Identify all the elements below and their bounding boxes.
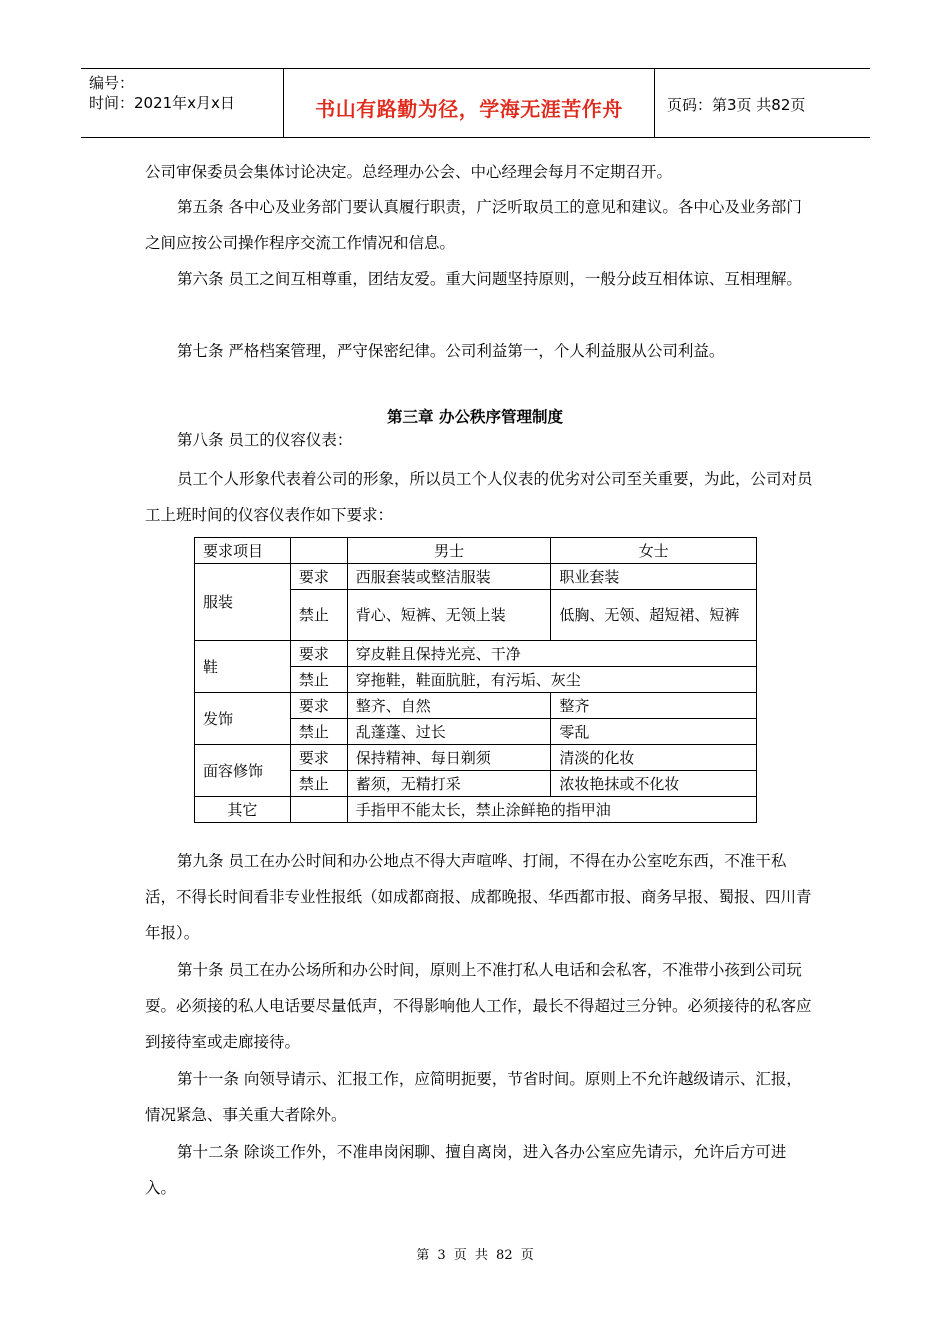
- type-cell: 禁止: [290, 590, 347, 641]
- table-cell: 清淡的化妆: [551, 745, 757, 771]
- table-cell: 浓妆艳抹或不化妆: [551, 771, 757, 797]
- page-header: [81, 68, 870, 138]
- table-cell: 整齐: [551, 693, 757, 719]
- date-label: 时间：2021年x月x日: [89, 94, 235, 112]
- table-header-cell: 要求项目: [195, 538, 291, 564]
- article-8: 第八条 员工的仪容仪表：: [177, 431, 353, 449]
- paragraph-continued: 公司审保委员会集体讨论决定。总经理办公会、中心经理会每月不定期召开。: [145, 163, 673, 181]
- type-cell: 禁止: [290, 771, 347, 797]
- table-cell: 整齐、自然: [347, 693, 551, 719]
- table-cell: 乱蓬蓬、过长: [347, 719, 551, 745]
- header-meta: [81, 69, 284, 137]
- table-row: [195, 564, 757, 590]
- type-cell: 要求: [290, 693, 347, 719]
- header-motto-cell: [284, 69, 655, 137]
- table-cell: 穿皮鞋且保持光亮、干净: [347, 641, 756, 667]
- type-cell: [290, 797, 347, 823]
- type-cell: 禁止: [290, 667, 347, 693]
- header-page-label: 页码：第3页 共82页: [667, 96, 806, 114]
- table-cell: 保持精神、每日剃须: [347, 745, 551, 771]
- table-header-cell: 女士: [551, 538, 757, 564]
- table-row: [195, 641, 757, 667]
- category-cell: 发饰: [195, 693, 291, 745]
- header-motto: 书山有路勤为径，学海无涯苦作舟: [315, 97, 623, 121]
- category-cell: 服装: [195, 564, 291, 641]
- dress-code-table: [194, 537, 757, 823]
- type-cell: 禁止: [290, 719, 347, 745]
- table-cell: 穿拖鞋，鞋面肮脏，有污垢、灰尘: [347, 667, 756, 693]
- table-cell: 西服套装或整洁服装: [347, 564, 551, 590]
- page-footer: 第 3 页 共 82 页: [416, 1248, 534, 1263]
- article-7: 第七条 严格档案管理，严守保密纪律。公司利益第一，个人利益服从公司利益。: [177, 342, 725, 360]
- table-cell: 蓄须，无精打采: [347, 771, 551, 797]
- table-cell: 手指甲不能太长，禁止涂鲜艳的指甲油: [347, 797, 756, 823]
- type-cell: 要求: [290, 564, 347, 590]
- table-cell: 背心、短裤、无领上装: [347, 590, 551, 641]
- table-header-cell: [290, 538, 347, 564]
- article-12: 第十二条 除谈工作外，不准串岗闲聊、擅自离岗，进入各办公室应先请示，允许后方可进入。: [145, 1143, 787, 1197]
- table-cell: 零乱: [551, 719, 757, 745]
- table-cell: 职业套装: [551, 564, 757, 590]
- type-cell: 要求: [290, 641, 347, 667]
- type-cell: 要求: [290, 745, 347, 771]
- category-cell: 面容修饰: [195, 745, 291, 797]
- header-page-cell: [655, 69, 870, 137]
- article-9: 第九条 员工在办公时间和办公地点不得大声喧哗、打闹，不得在办公室吃东西，不准干私活，不得长时间看非专业性报纸（如成都商报、成都晚报、华西都市报、商务早报、蜀报、四川青年报）。: [145, 852, 812, 942]
- article-5: 第五条 各中心及业务部门要认真履行职责，广泛听取员工的意见和建议。各中心及业务部门之间应按公司操作程序交流工作情况和信息。: [145, 198, 802, 252]
- code-label: 编号：: [89, 74, 135, 92]
- article-10: 第十条 员工在办公场所和办公时间，原则上不准打私人电话和会私客，不准带小孩到公司玩耍。必须接的私人电话要尽量低声，不得影响他人工作，最长不得超过三分钟。必须接待的私客应到接待室或走廊接待。: [145, 961, 812, 1051]
- category-cell: 鞋: [195, 641, 291, 693]
- table-cell: 低胸、无领、超短裙、短裤: [551, 590, 757, 641]
- article-6: 第六条 员工之间互相尊重，团结友爱。重大问题坚持原则，一般分歧互相体谅、互相理解。: [177, 270, 802, 288]
- table-header-cell: 男士: [347, 538, 551, 564]
- table-header-row: [195, 538, 757, 564]
- category-cell: 其它: [195, 797, 291, 823]
- table-row: [195, 797, 757, 823]
- table-row: [195, 745, 757, 771]
- table-row: [195, 693, 757, 719]
- article-8-body: 员工个人形象代表着公司的形象，所以员工个人仪表的优劣对公司至关重要，为此，公司对员工上班时间的仪容仪表作如下要求：: [145, 470, 813, 524]
- article-11: 第十一条 向领导请示、汇报工作，应简明扼要，节省时间。原则上不允许越级请示、汇报，情况紧急、事关重大者除外。: [145, 1070, 802, 1124]
- chapter-title: 第三章 办公秩序管理制度: [387, 407, 563, 426]
